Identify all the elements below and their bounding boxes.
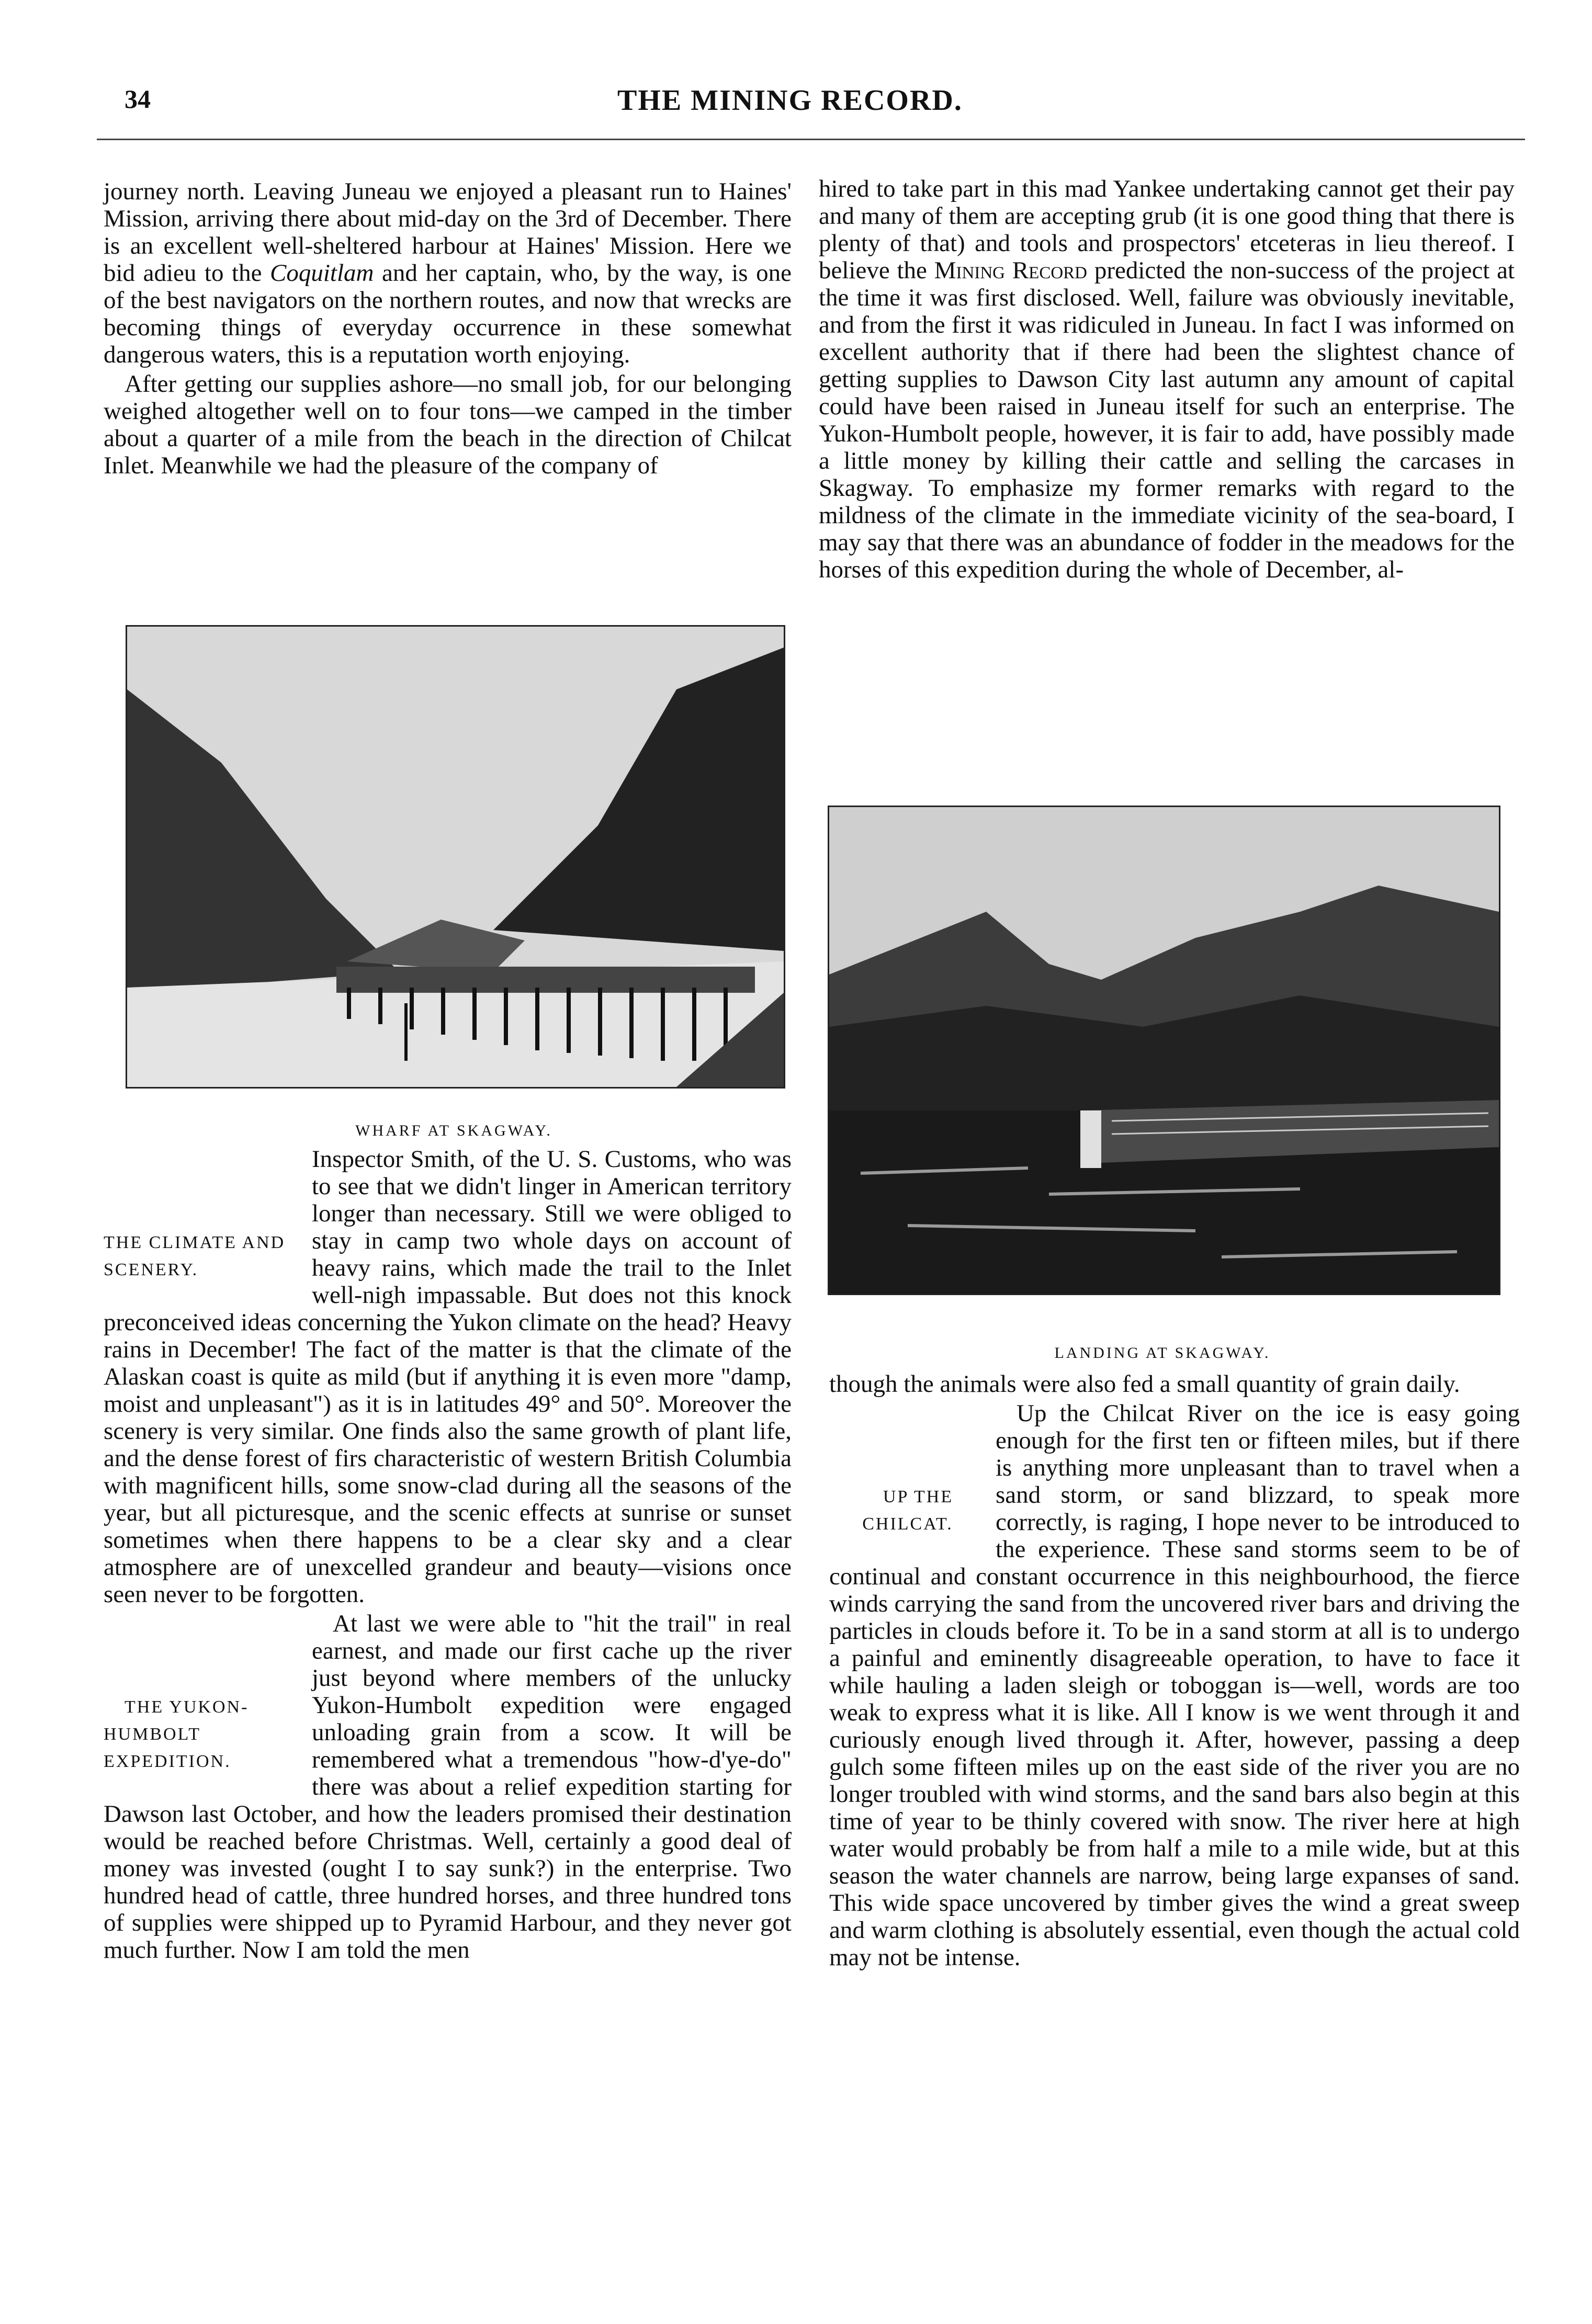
paragraph xyxy=(829,1400,1520,1971)
photo-landing-at-skagway xyxy=(828,806,1500,1295)
paragraph xyxy=(104,178,792,368)
photo-caption: WHARF AT SKAGWAY. xyxy=(355,1122,552,1139)
paragraph-text: Up the Chilcat River on the ice is easy going enough for the first ten or fifteen miles, but if there is anything more unpleasant than to travel when a sand storm, or sand blizzard, to speak more correctly, is raging, I hope never to be introduced to the experience. These sand storms seem to be of continual and constant occurrence in this neighbourhood, the fierce winds carrying the sand from the uncovered river bars and driving the particles in clouds before it. To be in a sand storm at all is to undergo a painful and eminently disagreeable operation, to have to face it while hauling a laden sleigh or toboggan is—well, words are too weak to express what it is like. All I know is we went through it and curiously enough lived through it. After, however, passing a deep gulch some fifteen miles up on the east side of the river you are no longer troubled with wind storms, and the sand bars also begin at this time of year to be thinly covered with snow. The river here at high water would probably be from half a mile to a mile wide, but at this season the water channels are narrow, being large expanses of sand. This wide space uncovered by timber gives the wind a great sweep and warm clothing is absolutely essential, even though the actual cold may not be intense. xyxy=(829,1400,1520,1971)
ship-name: Coquitlam xyxy=(270,259,374,287)
magazine-name: Mining Record xyxy=(934,257,1088,284)
left-column-top xyxy=(104,178,792,481)
left-column-bottom xyxy=(104,1146,792,1966)
running-title: THE MINING RECORD. xyxy=(617,84,963,117)
paragraph-text: hired to take part in this mad Yankee undertaking cannot get their pay and many of them are accepting grub (it is one good thing that there is plenty of that) and tools and prospectors' etceteras in lieu thereof. I believe the xyxy=(819,175,1515,284)
paragraph-text: and her captain, who, by the way, is one of the best navigators on the northern routes, and now that wrecks are becoming things of everyday occurrence in these somewhat dangerous waters, this is a reputation worth enjoying. xyxy=(104,259,792,368)
side-note-yukon-humbolt: THE YUKON-HUMBOLT EXPEDITION. xyxy=(104,1697,249,1771)
photo-wharf-at-skagway xyxy=(126,625,785,1089)
paragraph-text: At last we were able to "hit the trail" in real earnest, and made our first cache up the river just beyond where members of the unlucky Yukon-Humbolt expedition were engaged unloading grain from a scow. It will be remembered what a tremendous "how-d'ye-do" there was about a relief expedition starting for Dawson last October, and how the leaders promised their destination would be reached before Christmas. Well, certainly a good deal of money was invested (ought I to say sunk?) in the enterprise. Two hundred head of cattle, three hundred horses, and three hundred tons of supplies were shipped up to Pyramid Harbour, and they never got much further. Now I am told the men xyxy=(104,1610,792,1964)
paragraph: After getting our supplies ashore—no small job, for our belonging weighed altogether well on to four tons—we camped in the timber about a quarter of a mile from the beach in the direction of Chilcat Inlet. Meanwhile we had the pleasure of the company of xyxy=(104,370,792,479)
paragraph: though the animals were also fed a small quantity of grain daily. xyxy=(829,1370,1460,1398)
side-note-chilcat: UP THE CHILCAT. xyxy=(862,1487,954,1534)
right-column-top xyxy=(819,175,1515,585)
paragraph xyxy=(104,1146,792,1608)
photo-caption: LANDING AT SKAGWAY. xyxy=(1054,1344,1271,1362)
right-column-bottom xyxy=(829,1370,1520,1973)
paragraph xyxy=(819,175,1515,583)
paragraph-text: Inspector Smith, of the U. S. Customs, who was to see that we didn't linger in American territory longer than necessary. Still we were obliged to stay in camp two whole days on account of heavy rains, which made the trail to the Inlet well-nigh impassable. But does not this knock preconceived ideas concerning the Yukon climate on the head? Heavy rains in December! The fact of the matter is that the climate of the Alaskan coast is quite as mild (but if anything it is even more "damp, moist and unpleasant") as it is in latitudes 49° and 50°. Moreover the scenery is very similar. One finds also the same growth of plant life, and the dense forest of firs characteristic of western British Columbia with magnificent hills, some snow-clad during all the seasons of the year, but all picturesque, and the scenic effects at sunrise or sunset sometimes when there happens to be a clear sky and a clear atmosphere are of unexcelled grandeur and beauty—visions once seen never to be forgotten. xyxy=(104,1146,792,1608)
page-number: 34 xyxy=(125,84,151,114)
side-note-climate: THE CLIMATE AND SCENERY. xyxy=(104,1233,286,1279)
paragraph-text: journey north. Leaving Juneau we enjoyed a pleasant run to Haines' Mission, arriving there about mid-day on the 3rd of December. There is an excellent well-sheltered harbour at Haines' Mission. Here we bid adieu to the xyxy=(104,178,792,287)
paragraph xyxy=(104,1610,792,1964)
paragraph-text: predicted the non-success of the project at the time it was first disclosed. Well, failure was obviously inevitable, and from the first it was ridiculed in Juneau. In fact I was informed on excellent authority that if there had been the slightest chance of getting supplies to Dawson City last autumn any amount of capital could have been raised in Juneau itself for such an enterprise. The Yukon-Humbolt people, however, it is fair to add, have possibly made a little money by killing their cattle and selling the carcases in Skagway. To emphasize my former remarks with regard to the mildness of the climate in the immediate vicinity of the sea-board, I may say that there was an abundance of fodder in the meadows for the horses of this expedition during the whole of December, al- xyxy=(819,257,1515,583)
header-rule xyxy=(97,139,1525,140)
